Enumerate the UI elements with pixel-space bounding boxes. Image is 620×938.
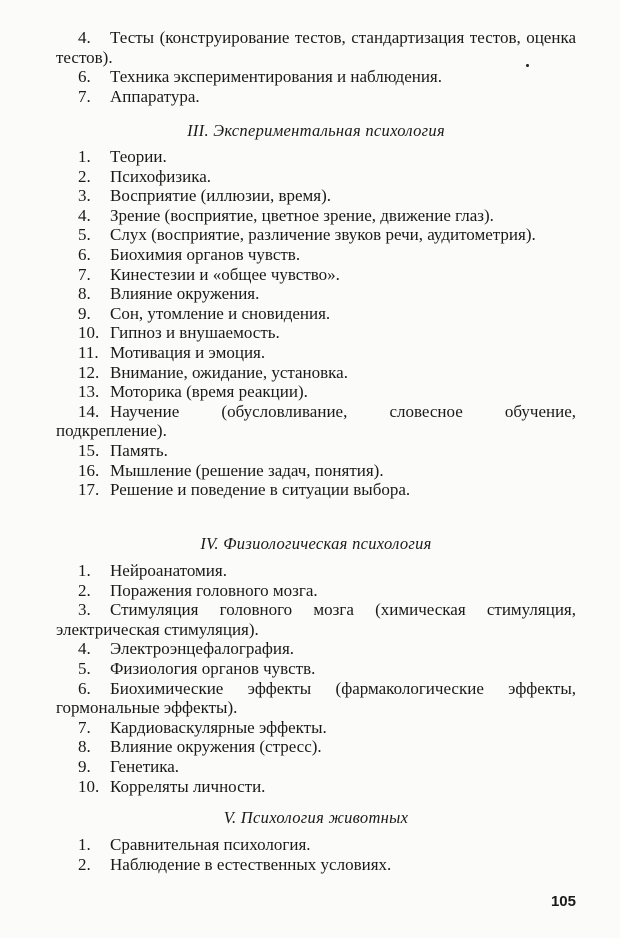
item-number: 16. — [78, 460, 100, 480]
item-text: Электроэнцефалография. — [110, 639, 295, 659]
list-item — [56, 363, 576, 383]
item-text: Наблюдение в естественных условиях. — [110, 854, 392, 874]
list-item — [56, 757, 576, 777]
item-text: Зрение (восприятие, цветное зрение, движение глаз). — [110, 205, 494, 225]
list-item — [56, 441, 576, 461]
item-text: Кардиоваскулярные эффекты. — [110, 717, 327, 737]
list-item — [56, 382, 576, 402]
item-text: Корреляты личности. — [110, 776, 266, 796]
list-item — [56, 67, 576, 87]
item-text: Биохимия органов чувств. — [110, 244, 301, 264]
item-number: 6. — [78, 678, 91, 698]
list-item — [56, 402, 576, 441]
list-item — [56, 561, 576, 581]
list-item — [56, 679, 576, 718]
item-number: 7. — [78, 717, 91, 737]
list-item — [56, 343, 576, 363]
item-text: Стимуляция головного мозга (химическая стимуляция, электрическая стимуляция). — [56, 600, 576, 639]
list-item — [56, 167, 576, 187]
list-item — [56, 835, 576, 855]
item-text: Биохимические эффекты (фармакологические эффекты, гормональные эффекты). — [56, 678, 576, 718]
item-number: 13. — [78, 382, 100, 402]
item-text: Научение (обусловливание, словесное обучение, подкрепление). — [56, 401, 576, 441]
item-text: Моторика (время реакции). — [110, 382, 308, 402]
print-speck — [526, 64, 529, 67]
item-text: Сон, утомление и сновидения. — [110, 303, 331, 323]
item-number: 3. — [78, 186, 91, 206]
list-item — [56, 461, 576, 481]
list-item — [56, 600, 576, 639]
item-number: 1. — [78, 147, 91, 166]
item-text: Нейроанатомия. — [110, 561, 227, 580]
item-number: 5. — [78, 225, 91, 245]
section-heading-experimental: III. Экспериментальная психология — [187, 121, 445, 140]
section-list-animal — [56, 835, 576, 874]
item-text: Решение и поведение в ситуации выбора. — [110, 480, 411, 500]
top-list — [56, 28, 576, 106]
item-number: 4. — [78, 28, 91, 47]
item-number: 10. — [78, 323, 100, 343]
item-number: 2. — [78, 580, 91, 600]
list-item — [56, 245, 576, 265]
item-text: Восприятие (иллюзии, время). — [110, 186, 332, 206]
list-item — [56, 206, 576, 226]
item-text: Влияние окружения (стресс). — [110, 737, 322, 757]
item-number: 8. — [78, 737, 91, 757]
item-number: 15. — [78, 440, 100, 460]
item-text: Мотивация и эмоция. — [110, 342, 266, 362]
item-text: Тесты (конструирование тестов, стандартизация тестов, оценка тестов). — [56, 28, 576, 67]
item-text: Психофизика. — [110, 166, 211, 186]
list-item — [56, 304, 576, 324]
item-number: 9. — [78, 756, 91, 776]
item-number: 4. — [78, 205, 91, 225]
page-number: 105 — [550, 893, 576, 910]
item-number: 8. — [78, 284, 91, 304]
section-heading-animal: V. Психология животных — [223, 808, 409, 827]
list-item — [56, 87, 576, 107]
item-number: 14. — [78, 401, 100, 421]
list-item — [56, 225, 576, 245]
item-text: Теории. — [110, 147, 167, 166]
item-text: Техника экспериментирования и наблюдения. — [110, 67, 443, 87]
list-item — [56, 284, 576, 304]
item-text: Аппаратура. — [110, 86, 200, 106]
item-number: 1. — [78, 835, 91, 854]
item-number: 9. — [78, 303, 91, 323]
item-text: Сравнительная психология. — [110, 835, 311, 854]
item-number: 4. — [78, 639, 91, 659]
item-text: Поражения головного мозга. — [110, 580, 318, 600]
item-number: 6. — [78, 244, 91, 264]
item-number: 7. — [78, 264, 91, 284]
item-number: 1. — [78, 561, 91, 580]
section-list-physiological — [56, 561, 576, 796]
item-text: Мышление (решение задач, понятия). — [110, 460, 384, 480]
item-text: Влияние окружения. — [110, 284, 260, 304]
item-number: 7. — [78, 86, 91, 106]
list-item — [56, 718, 576, 738]
list-item — [56, 147, 576, 167]
item-text: Физиология органов чувств. — [110, 658, 316, 678]
list-item — [56, 323, 576, 343]
list-item — [56, 777, 576, 797]
item-text: Гипноз и внушаемость. — [110, 323, 280, 343]
item-text: Кинестезии и «общее чувство». — [110, 264, 340, 284]
item-number: 3. — [78, 600, 91, 620]
list-item — [56, 737, 576, 757]
item-text: Слух (восприятие, различение звуков речи, аудитометрия). — [110, 225, 536, 245]
list-item — [56, 855, 576, 875]
item-text: Генетика. — [110, 756, 180, 776]
list-item — [56, 639, 576, 659]
section-list-experimental — [56, 147, 576, 500]
item-text: Память. — [110, 440, 168, 460]
list-item — [56, 581, 576, 601]
list-item — [56, 186, 576, 206]
item-number: 17. — [78, 480, 100, 500]
item-text: Внимание, ожидание, установка. — [110, 362, 348, 382]
item-number: 6. — [78, 67, 91, 87]
item-number: 11. — [78, 342, 99, 362]
item-number: 2. — [78, 166, 91, 186]
item-number: 10. — [78, 776, 100, 796]
item-number: 5. — [78, 658, 91, 678]
item-number: 12. — [78, 362, 100, 382]
list-item — [56, 265, 576, 285]
section-heading-physiological: IV. Физиологическая психология — [200, 534, 432, 553]
list-item — [56, 659, 576, 679]
list-item — [56, 28, 576, 67]
list-item — [56, 480, 576, 500]
item-number: 2. — [78, 854, 91, 874]
